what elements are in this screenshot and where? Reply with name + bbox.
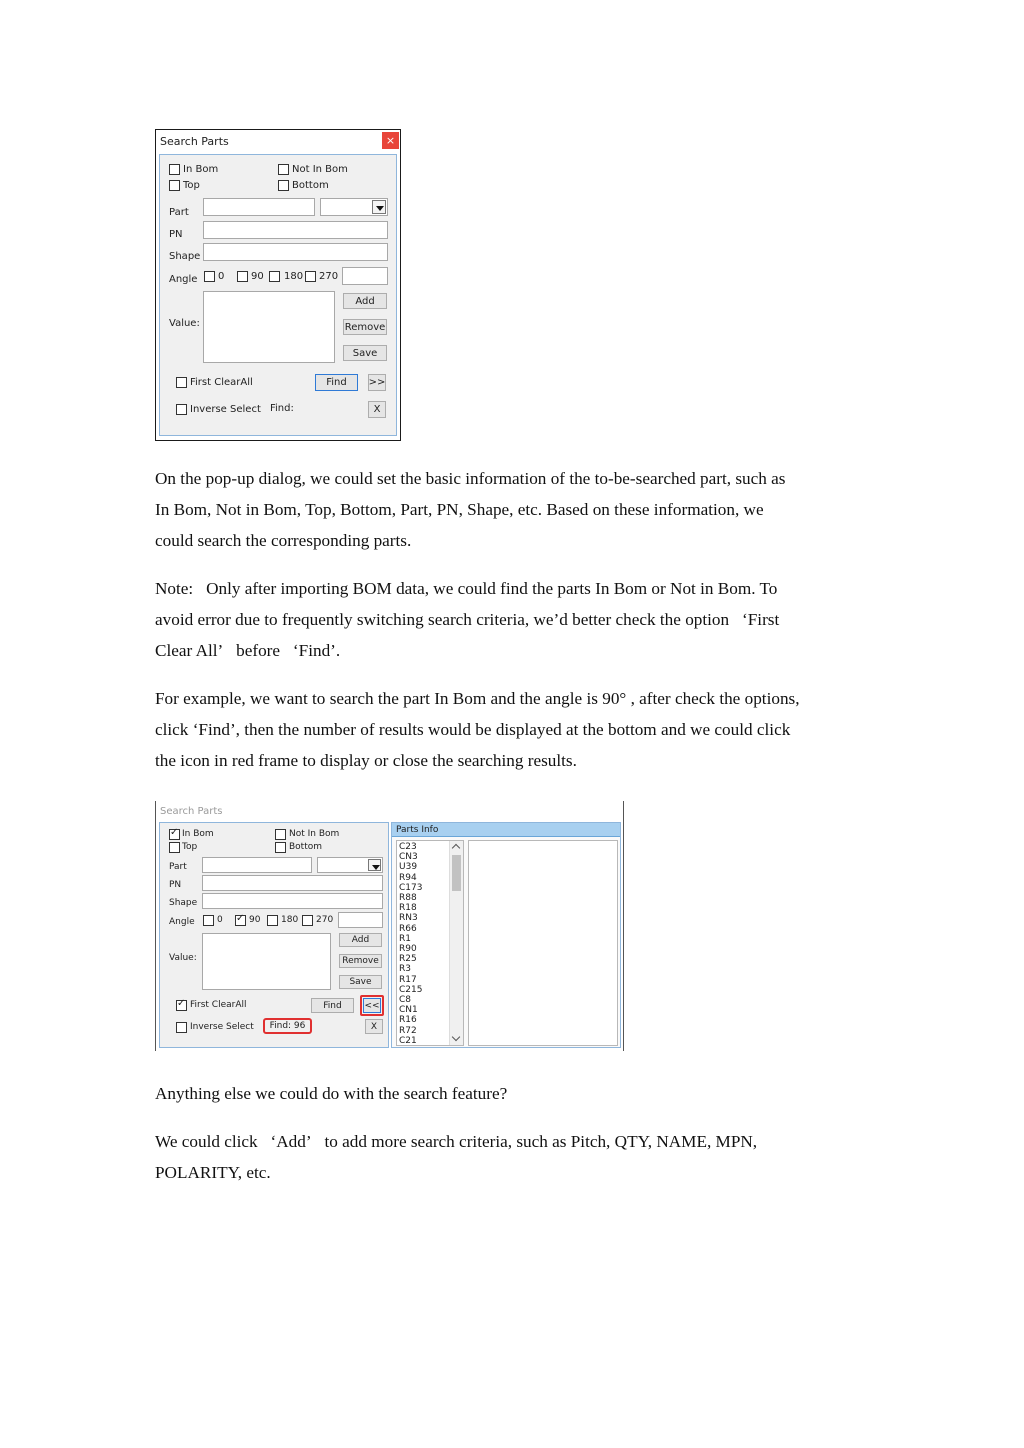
pn-input[interactable] <box>202 875 383 891</box>
value-list[interactable] <box>202 933 331 990</box>
shape-input[interactable] <box>202 893 383 909</box>
search-panel <box>159 822 389 1048</box>
bottom-checkbox[interactable] <box>275 842 286 853</box>
parts-info-title: Parts Info <box>396 825 439 835</box>
paragraph-note <box>155 573 885 666</box>
search-panel <box>159 154 397 436</box>
list-item[interactable]: R88 <box>399 893 417 904</box>
save-button[interactable]: Save <box>339 975 382 989</box>
inverse-select-checkbox[interactable] <box>176 404 187 415</box>
scroll-up-icon[interactable] <box>452 844 460 852</box>
angle-0-label: 0 <box>218 271 225 282</box>
add-button[interactable]: Add <box>343 293 387 309</box>
part-combo[interactable] <box>317 857 383 873</box>
bottom-label: Bottom <box>289 842 323 852</box>
list-item[interactable]: R72 <box>399 1025 417 1036</box>
search-parts-dialog-expanded <box>155 801 624 1051</box>
angle-180-checkbox[interactable] <box>267 915 278 926</box>
in-bom-checkbox[interactable] <box>169 164 180 175</box>
angle-270-checkbox[interactable] <box>305 271 316 282</box>
not-in-bom-label: Not In Bom <box>289 829 340 839</box>
dialog-title: Search Parts <box>160 805 223 817</box>
angle-90-label: 90 <box>251 271 264 282</box>
dialog-title: Search Parts <box>160 134 229 148</box>
not-in-bom-checkbox[interactable] <box>278 164 289 175</box>
angle-0-label: 0 <box>217 915 223 925</box>
text-line: Anything else we could do with the search feature? <box>155 1084 508 1103</box>
first-clear-all-label: First ClearAll <box>190 1000 247 1010</box>
shape-input[interactable] <box>203 243 388 261</box>
scroll-down-icon[interactable] <box>452 1033 460 1041</box>
scrollbar-thumb[interactable] <box>452 855 461 891</box>
angle-label: Angle <box>169 274 198 285</box>
dialog-titlebar <box>156 801 623 821</box>
parts-info-header <box>392 823 620 837</box>
list-item[interactable]: C23 <box>399 842 417 852</box>
scrollbar[interactable] <box>449 841 463 1045</box>
text-line: In Bom, Not in Bom, Top, Bottom, Part, PN, Shape, etc. Based on these information, we <box>155 500 764 519</box>
shape-label: Shape <box>169 251 201 262</box>
in-bom-checkbox[interactable] <box>169 829 180 840</box>
angle-0-checkbox[interactable] <box>203 915 214 926</box>
not-in-bom-checkbox[interactable] <box>275 829 286 840</box>
parts-list-items <box>399 842 422 1046</box>
list-item[interactable]: C173 <box>399 882 423 893</box>
list-item[interactable]: C215 <box>399 984 423 995</box>
part-input[interactable] <box>202 857 312 873</box>
not-in-bom-label: Not In Bom <box>292 164 348 175</box>
angle-90-checkbox[interactable] <box>235 915 246 926</box>
list-item[interactable]: R90 <box>399 944 417 955</box>
text-line: We could click ‘Add’ to add more search criteria, such as Pitch, QTY, NAME, MPN, <box>155 1132 758 1151</box>
angle-270-label: 270 <box>319 271 339 282</box>
parts-list[interactable] <box>396 840 464 1046</box>
chevron-down-icon[interactable] <box>372 200 386 214</box>
angle-input[interactable] <box>342 267 388 285</box>
list-item[interactable]: CN3 <box>399 852 418 863</box>
text-line: On the pop-up dialog, we could set the basic information of the to-be-searched part, such as <box>155 469 786 488</box>
text-line: could search the corresponding parts. <box>155 531 412 550</box>
pn-label: PN <box>169 880 182 890</box>
list-item[interactable]: R3 <box>399 964 411 975</box>
inverse-select-label: Inverse Select <box>190 404 261 415</box>
list-item[interactable]: R1 <box>399 933 411 944</box>
text-line: avoid error due to frequently switching search criteria, we’d better check the option ‘First <box>155 610 780 629</box>
find-button[interactable]: Find <box>315 374 358 391</box>
save-button[interactable]: Save <box>343 345 387 361</box>
top-checkbox[interactable] <box>169 180 180 191</box>
angle-input[interactable] <box>338 912 383 928</box>
parts-detail-area <box>468 840 618 1046</box>
value-label: Value: <box>169 953 197 963</box>
first-clear-all-checkbox[interactable] <box>176 377 187 388</box>
paragraph-intro <box>155 463 885 556</box>
text-line: click ‘Find’, then the number of results would be displayed at the bottom and we could click <box>155 720 791 739</box>
part-combo[interactable] <box>320 198 388 216</box>
add-button[interactable]: Add <box>339 933 382 947</box>
parts-info-panel <box>391 822 621 1048</box>
list-item[interactable]: R66 <box>399 923 417 934</box>
text-line: For example, we want to search the part In Bom and the angle is 90° , after check the options, <box>155 689 800 708</box>
paragraph-question <box>155 1078 885 1109</box>
pn-input[interactable] <box>203 221 388 239</box>
close-icon: × <box>385 134 396 147</box>
paragraph-example <box>155 683 885 776</box>
list-item[interactable]: U39 <box>399 862 418 873</box>
list-item[interactable]: R94 <box>399 872 417 883</box>
list-item[interactable]: R25 <box>399 954 417 965</box>
find-count-label: Find: <box>270 403 294 414</box>
part-label: Part <box>169 862 187 872</box>
remove-button[interactable]: Remove <box>343 319 387 335</box>
text-line: Note: Only after importing BOM data, we could find the parts In Bom or Not in Bom. To <box>155 579 778 598</box>
top-label: Top <box>183 180 200 191</box>
collapse-button[interactable]: << <box>363 998 381 1013</box>
in-bom-label: In Bom <box>182 829 214 839</box>
part-label: Part <box>169 207 189 218</box>
text-line: POLARITY, etc. <box>155 1163 271 1182</box>
first-clear-all-label: First ClearAll <box>190 377 253 388</box>
bottom-checkbox[interactable] <box>278 180 289 191</box>
first-clear-all-checkbox[interactable] <box>176 1000 187 1011</box>
inverse-select-checkbox[interactable] <box>176 1022 187 1033</box>
clear-results-button[interactable]: X <box>365 1019 383 1034</box>
angle-90-label: 90 <box>249 915 261 925</box>
chevron-down-icon[interactable] <box>368 859 381 871</box>
text-line: Clear All’ before ‘Find’. <box>155 641 341 660</box>
angle-90-checkbox[interactable] <box>237 271 248 282</box>
angle-180-label: 180 <box>281 915 299 925</box>
dialog-titlebar <box>156 130 400 152</box>
top-checkbox[interactable] <box>169 842 180 853</box>
value-label: Value: <box>169 318 200 329</box>
clear-results-button[interactable]: X <box>368 401 386 418</box>
pn-label: PN <box>169 229 183 240</box>
find-button[interactable]: Find <box>311 998 354 1013</box>
remove-button[interactable]: Remove <box>339 954 382 968</box>
part-input[interactable] <box>203 198 315 216</box>
find-result-label: Find: 96 <box>269 1021 306 1031</box>
list-item[interactable]: R18 <box>399 903 417 914</box>
paragraph-add-criteria <box>155 1126 885 1188</box>
find-result-frame <box>263 1018 312 1034</box>
inverse-select-label: Inverse Select <box>190 1022 254 1032</box>
list-item[interactable]: RN3 <box>399 913 418 924</box>
top-label: Top <box>182 842 198 852</box>
angle-270-label: 270 <box>316 915 334 925</box>
in-bom-label: In Bom <box>183 164 219 175</box>
bottom-label: Bottom <box>292 180 329 191</box>
list-item[interactable]: C21 <box>399 1035 417 1046</box>
angle-270-checkbox[interactable] <box>302 915 313 926</box>
list-item[interactable]: CN1 <box>399 1005 418 1016</box>
text-line: the icon in red frame to display or close the searching results. <box>155 751 577 770</box>
list-item[interactable]: R16 <box>399 1015 417 1026</box>
search-parts-dialog <box>155 129 401 441</box>
angle-0-checkbox[interactable] <box>204 271 215 282</box>
value-list[interactable] <box>203 291 335 363</box>
angle-label: Angle <box>169 917 195 927</box>
angle-180-checkbox[interactable] <box>269 271 280 282</box>
list-item[interactable]: C8 <box>399 995 412 1006</box>
list-item[interactable]: R17 <box>399 974 417 985</box>
expand-button[interactable]: >> <box>368 374 386 391</box>
close-button[interactable] <box>382 132 399 149</box>
angle-180-label: 180 <box>284 271 304 282</box>
shape-label: Shape <box>169 898 198 908</box>
